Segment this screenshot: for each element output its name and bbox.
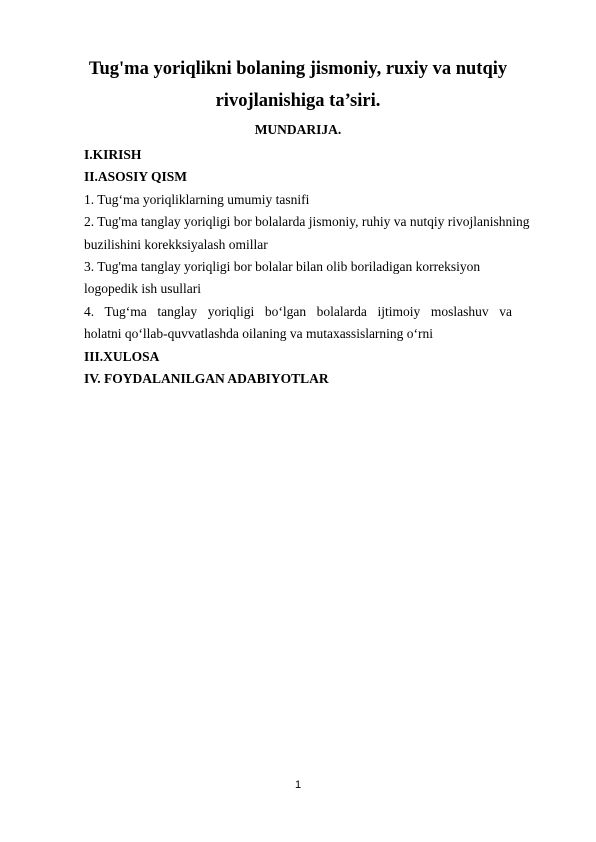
toc-entry-1: 1. Tug‘ma yoriqliklarning umumiy tasnifi — [84, 191, 310, 207]
toc-entry-conclusion: III.XULOSA — [84, 348, 160, 364]
toc-entry-2-line-2: buzilishini korekksiyalash omillar — [84, 236, 268, 252]
document-title-line-2: rivojlanishiga ta’siri. — [215, 91, 381, 111]
toc-entry-3-line-1: 3. Tug'ma tanglay yoriqligi bor bolalar bilan olib boriladigan korreksiyon — [84, 259, 481, 275]
page-number: 1 — [294, 779, 302, 791]
document-title-line-1: Tug'ma yoriqlikni bolaning jismoniy, ruxiy va nutqiy — [88, 59, 508, 79]
table-of-contents — [84, 144, 530, 390]
toc-entry-introduction: I.KIRISH — [84, 147, 142, 162]
toc-entry-main-part: II.ASOSIY QISM — [84, 169, 188, 185]
toc-entry-2-line-1: 2. Tug'ma tanglay yoriqligi bor bolalarda jismoniy, ruhiy va nutqiy rivojlanishning — [84, 214, 530, 230]
toc-entry-references: IV. FOYDALANILGAN ADABIYOTLAR — [84, 371, 329, 387]
toc-entry-4-line-2: holatni qo‘llab-quvvatlashda oilaning va mutaxassislarning o‘rni — [84, 326, 434, 342]
table-of-contents-heading: MUNDARIJA. — [254, 122, 342, 137]
toc-entry-4-line-1: 4. Tug‘ma tanglay yoriqligi bo‘lgan bolalarda ijtimoiy moslashuv va — [84, 303, 512, 319]
toc-entry-3-line-2: logopedik ish usullari — [84, 281, 201, 297]
